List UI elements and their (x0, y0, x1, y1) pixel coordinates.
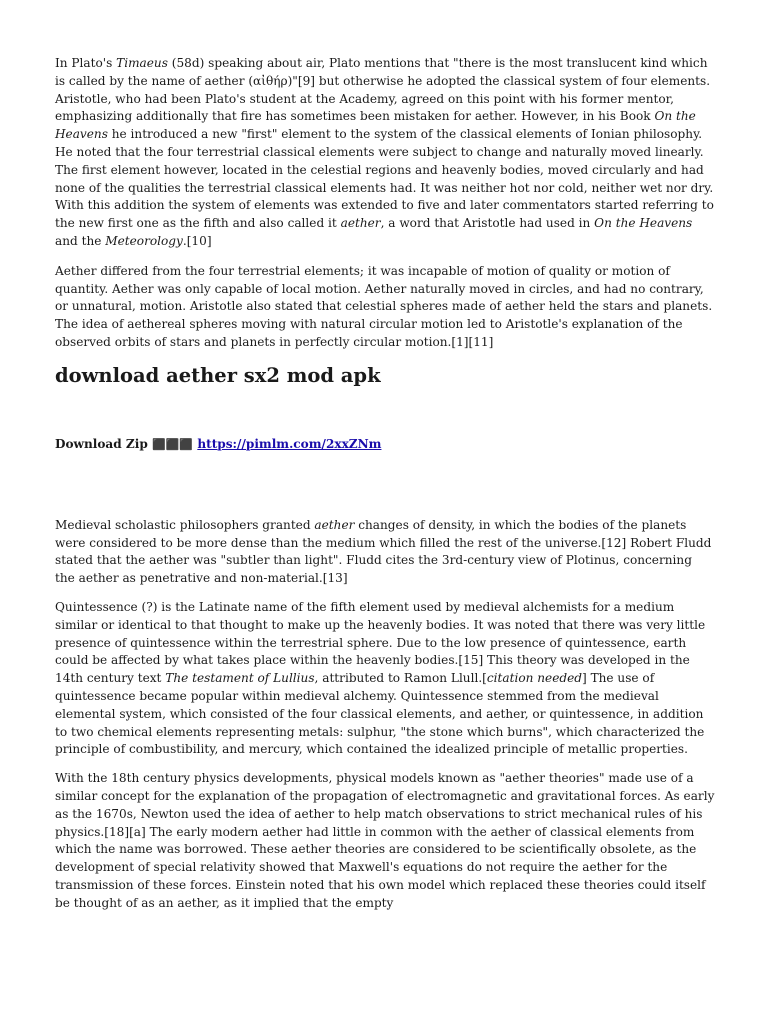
paragraph-aether-theories: With the 18th century physics developments, physical models known as "aether theories" made use of a similar concept for the explanation of the propagation of electromagnetic and gravitational forces. As early as the 1670s, Newton used the idea of aether to help match observations to strict mechanical rules of his physics.[18][a] The early modern aether had little in common with the aether of classical elements from which the name was borrowed. These aether theories are considered to be scientifically obsolete, as the development of special relativity showed that Maxwell's equations do not require the aether for the transmission of these forces. Einstein noted that his own model which replaced these theories could itself be thought of as an aether, as it implied that the empty (55, 771, 715, 910)
paragraph-plato-aristotle (55, 55, 715, 251)
text-span: ] The use of quintessence became popular within medieval alchemy. Quintessence stemmed from the medieval elemental system, which consisted of the four classical elements, and aether, or quintessence, in addition to two chemical elements representing metals: sulphur, "the stone which burns", which characterized the principle of combustibility, and mercury, which contained the idealized principle of metallic properties. (55, 671, 705, 757)
italic-text: The testament of Lullius (165, 671, 315, 686)
paragraph-quintessence (55, 599, 715, 759)
italic-text: aether (314, 517, 355, 532)
arrow-icons: ⬛⬛⬛ (152, 437, 194, 451)
text-span: , attributed to Ramon Llull.[ (314, 671, 487, 686)
italic-text: citation needed (486, 671, 583, 686)
download-label: Download Zip (55, 436, 153, 451)
italic-text: aether (340, 216, 381, 231)
italic-text: On the Heavens (55, 109, 696, 142)
article-body (55, 55, 715, 923)
text-span: Quintessence (?) is the Latinate name of the fifth element used by medieval alchemists for a medium similar or identical to that thought to make up the heavenly bodies. It was noted that there was very little presence of quintessence within the terrestrial sphere. Due to the low presence of quintessence, earth could be affected by what takes place within the heavenly bodies.[15] This theory was developed in the 14th century text (55, 599, 706, 686)
italic-text: Meteorology (105, 233, 183, 248)
text-span: (58d) speaking about air, Plato mentions that "there is the most translucent kind which is called by the name of aether (αἰθήρ)"[9] but otherwise he adopted the classical system of four elements. Aristotle, who had been Plato's student at the Academy, agreed on this point with his former mentor, emphasizing additionally that fire has sometimes been mistaken for aether. However, in his Book (55, 56, 711, 124)
spacer (55, 454, 715, 517)
text-span: , a word that Aristotle had used in (380, 216, 595, 231)
italic-text: Timaeus (116, 56, 168, 70)
text-span: he introduced a new "first" element to the system of the classical elements of Ionian philosophy. He noted that the four terrestrial classical elements were subject to change and naturally moved linearly. The first element however, located in the celestial regions and heavenly bodies, moved circularly and had none of the qualities the terrestrial classical elements had. It was neither hot nor cold, neither wet nor dry. With this addition the system of elements was extended to five and later commentators started referring to the new first one as the fifth and also called it (55, 127, 714, 231)
text-span: .[10] (182, 233, 212, 248)
text-span: and the (55, 233, 106, 248)
text-span: In Plato's (55, 56, 117, 70)
paragraph-medieval (55, 517, 715, 588)
paragraph-aether-motion: Aether differed from the four terrestrial elements; it was incapable of motion of quality or motion of quantity. Aether was only capable of local motion. Aether naturally moved in circles, and had no contrary, or unnatural, motion. Aristotle also stated that celestial spheres made of aether held the stars and planets. The idea of aethereal spheres moving with natural circular motion led to Aristotle's explanation of the observed orbits of stars and planets in perfectly circular motion.[1][11] (55, 263, 713, 349)
text-span: changes of density, in which the bodies of the planets were considered to be more dense than the medium which filled the rest of the universe.[12] Robert Fludd stated that the aether was "subtler than light". Fludd cites the 3rd-century view of Plotinus, concerning the aether as penetrative and non-material.[13] (55, 517, 712, 586)
text-span: Medieval scholastic philosophers granted (55, 517, 315, 532)
download-link[interactable]: https://pimlm.com/2xxZNm (197, 436, 382, 451)
download-line (55, 435, 715, 454)
page-heading: download aether sx2 mod apk (55, 363, 381, 387)
italic-text: On the Heavens (594, 216, 693, 231)
